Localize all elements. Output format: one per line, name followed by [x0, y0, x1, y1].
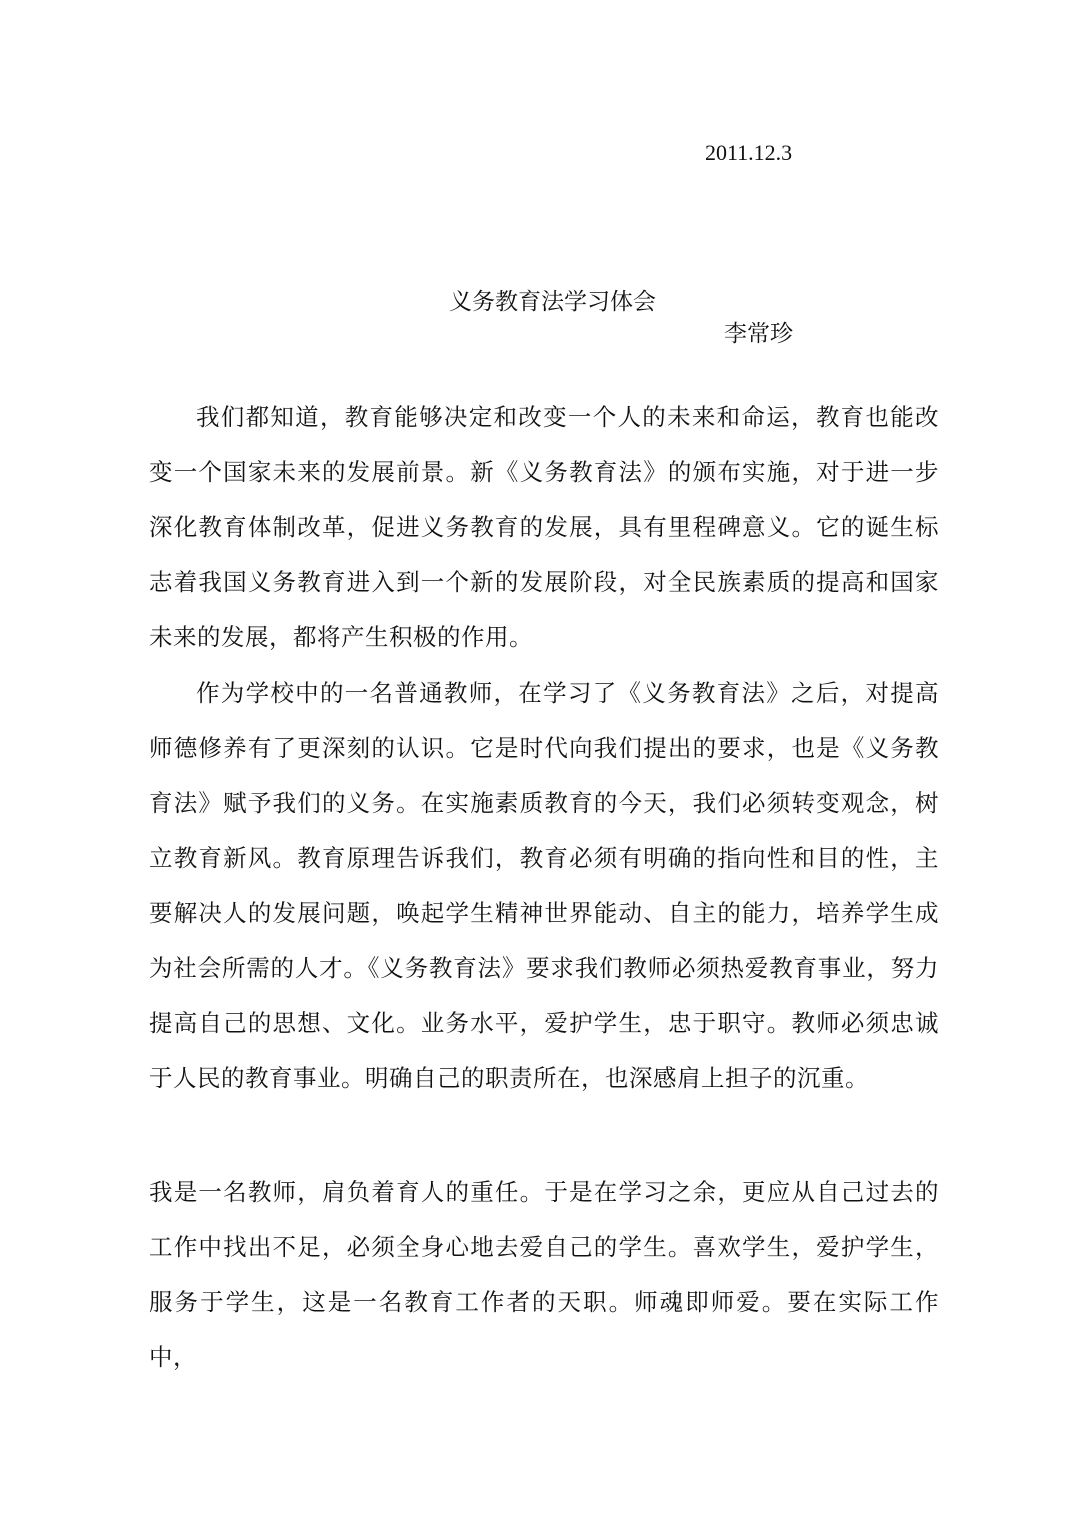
body-paragraph-3: 我是一名教师，肩负着育人的重任。于是在学习之余，更应从自己过去的工作中找出不足，必须全身心地去爱自己的学生。喜欢学生，爱护学生，服务于学生，这是一名教育工作者的天职。师魂即师爱。要在实际工作中， [149, 1178, 939, 1371]
document-title: 义务教育法学习体会 [449, 289, 656, 315]
body-paragraph-1: 我们都知道，教育能够决定和改变一个人的未来和命运，教育也能改变一个国家未来的发展前景。新《义务教育法》的颁布实施，对于进一步深化教育体制改革，促进义务教育的发展，具有里程碑意义。它的诞生标志着我国义务教育进入到一个新的发展阶段，对全民族素质的提高和国家未来的发展，都将产生积极的作用。 [149, 403, 939, 651]
body-paragraph-2: 作为学校中的一名普通教师，在学习了《义务教育法》之后，对提高师德修养有了更深刻的认识。它是时代向我们提出的要求，也是《义务教育法》赋予我们的义务。在实施素质教育的今天，我们必须转变观念，树立教育新风。教育原理告诉我们，教育必须有明确的指向性和目的性，主要解决人的发展问题，唤起学生精神世界能动、自主的能力，培养学生成为社会所需的人才。《义务教育法》要求我们教师必须热爱教育事业，努力提高自己的思想、文化。业务水平，爱护学生，忠于职守。教师必须忠诚于人民的教育事业。明确自己的职责所在，也深感肩上担子的沉重。 [149, 679, 939, 1092]
document-date: 2011.12.3 [705, 140, 793, 165]
document-author: 李常珍 [724, 321, 793, 347]
